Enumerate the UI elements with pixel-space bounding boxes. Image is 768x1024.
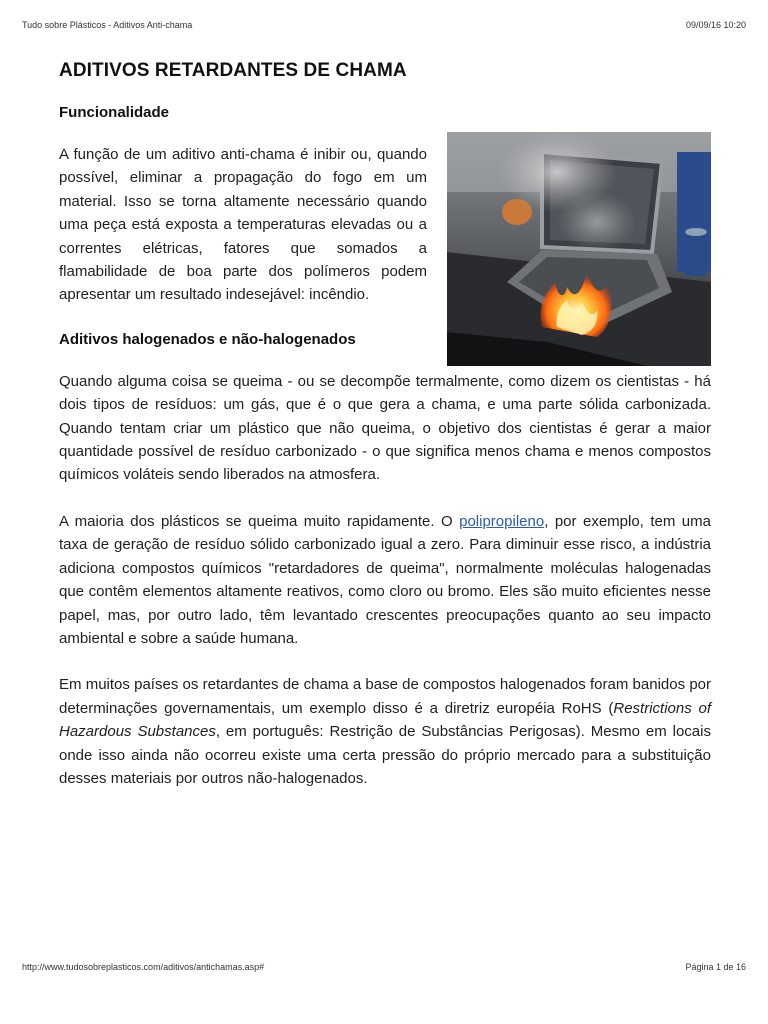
section-funcionalidade [59, 104, 711, 307]
print-header-datetime: 09/09/16 10:20 [685, 20, 746, 30]
print-header-title: Tudo sobre Plásticos - Aditivos Anti-chama [22, 20, 193, 30]
polipropileno-link[interactable]: polipropileno [459, 512, 545, 530]
print-header [22, 20, 746, 30]
paragraph-rohs-start: Em muitos países os retardantes de chama a base de compostos halogenados foram banidos por determinações governamentais, um exemplo disso é a diretriz européia RoHS ( [59, 676, 711, 717]
paragraph-residuos: Quando alguma coisa se queima - ou se decompõe termalmente, como dizem os cientistas - há dois tipos de resíduos: um gás, que é o que gera a chama, e uma parte sólida carbonizada. Quando tentam criar um plástico que não queima, o objetivo dos cientistas é gerar a maior quantidade possível de resíduo carbonizado - o que significa menos chama e menos compostos químicos voláteis sendo liberados na atmosfera. [59, 372, 711, 484]
section-heading-funcionalidade: Funcionalidade [59, 104, 170, 121]
print-footer [22, 962, 746, 972]
article [59, 60, 711, 790]
paragraph-rohs [59, 673, 711, 790]
rohs-term: Restrictions of Hazardous Substances [59, 699, 711, 741]
print-footer-url: http://www.tudosobreplasticos.com/aditivos/antichamas.asp# [22, 962, 265, 972]
burning-laptop-photo [447, 132, 711, 366]
paragraph-polipropileno-end: , por exemplo, tem uma taxa de geração de resíduo sólido carbonizado igual a zero. Para diminuir esse risco, a indústria adiciona compostos químicos "retardadores de queima", normalmente moléculas halogenadas que contêm elementos altamente reativos, como cloro ou bromo. Eles são muito eficientes nesse papel, mas, por outro lado, têm levantado crescentes preocupações quanto ao seu impacto ambiental e sobre a saúde humana. [59, 512, 711, 647]
print-footer-page: Página 1 de 16 [685, 962, 746, 972]
paragraph-funcionalidade: A função de um aditivo anti-chama é inibir ou, quando possível, eliminar a propagação do fogo em um material. Isso se torna altamente necessário quando uma peça está exposta a temperaturas elevadas ou a correntes elétricas, fatores que somados a flamabilidade de boa parte dos polímeros podem apresentar um resultado indesejável: incêndio. [59, 146, 427, 304]
paragraph-rohs-end: , em português: Restrição de Substâncias Perigosas). Mesmo em locais onde isso ainda não ocorreu existe uma certa pressão do próprio mercado para a substituição desses materiais por outros não-halogenados. [59, 723, 711, 787]
paragraph-polipropileno [59, 510, 711, 650]
article-title: ADITIVOS RETARDANTES DE CHAMA [59, 60, 407, 81]
paragraph-polipropileno-start: A maioria dos plásticos se queima muito rapidamente. O [59, 512, 460, 530]
section-heading-halogenados: Aditivos halogenados e não-halogenados [59, 330, 356, 348]
